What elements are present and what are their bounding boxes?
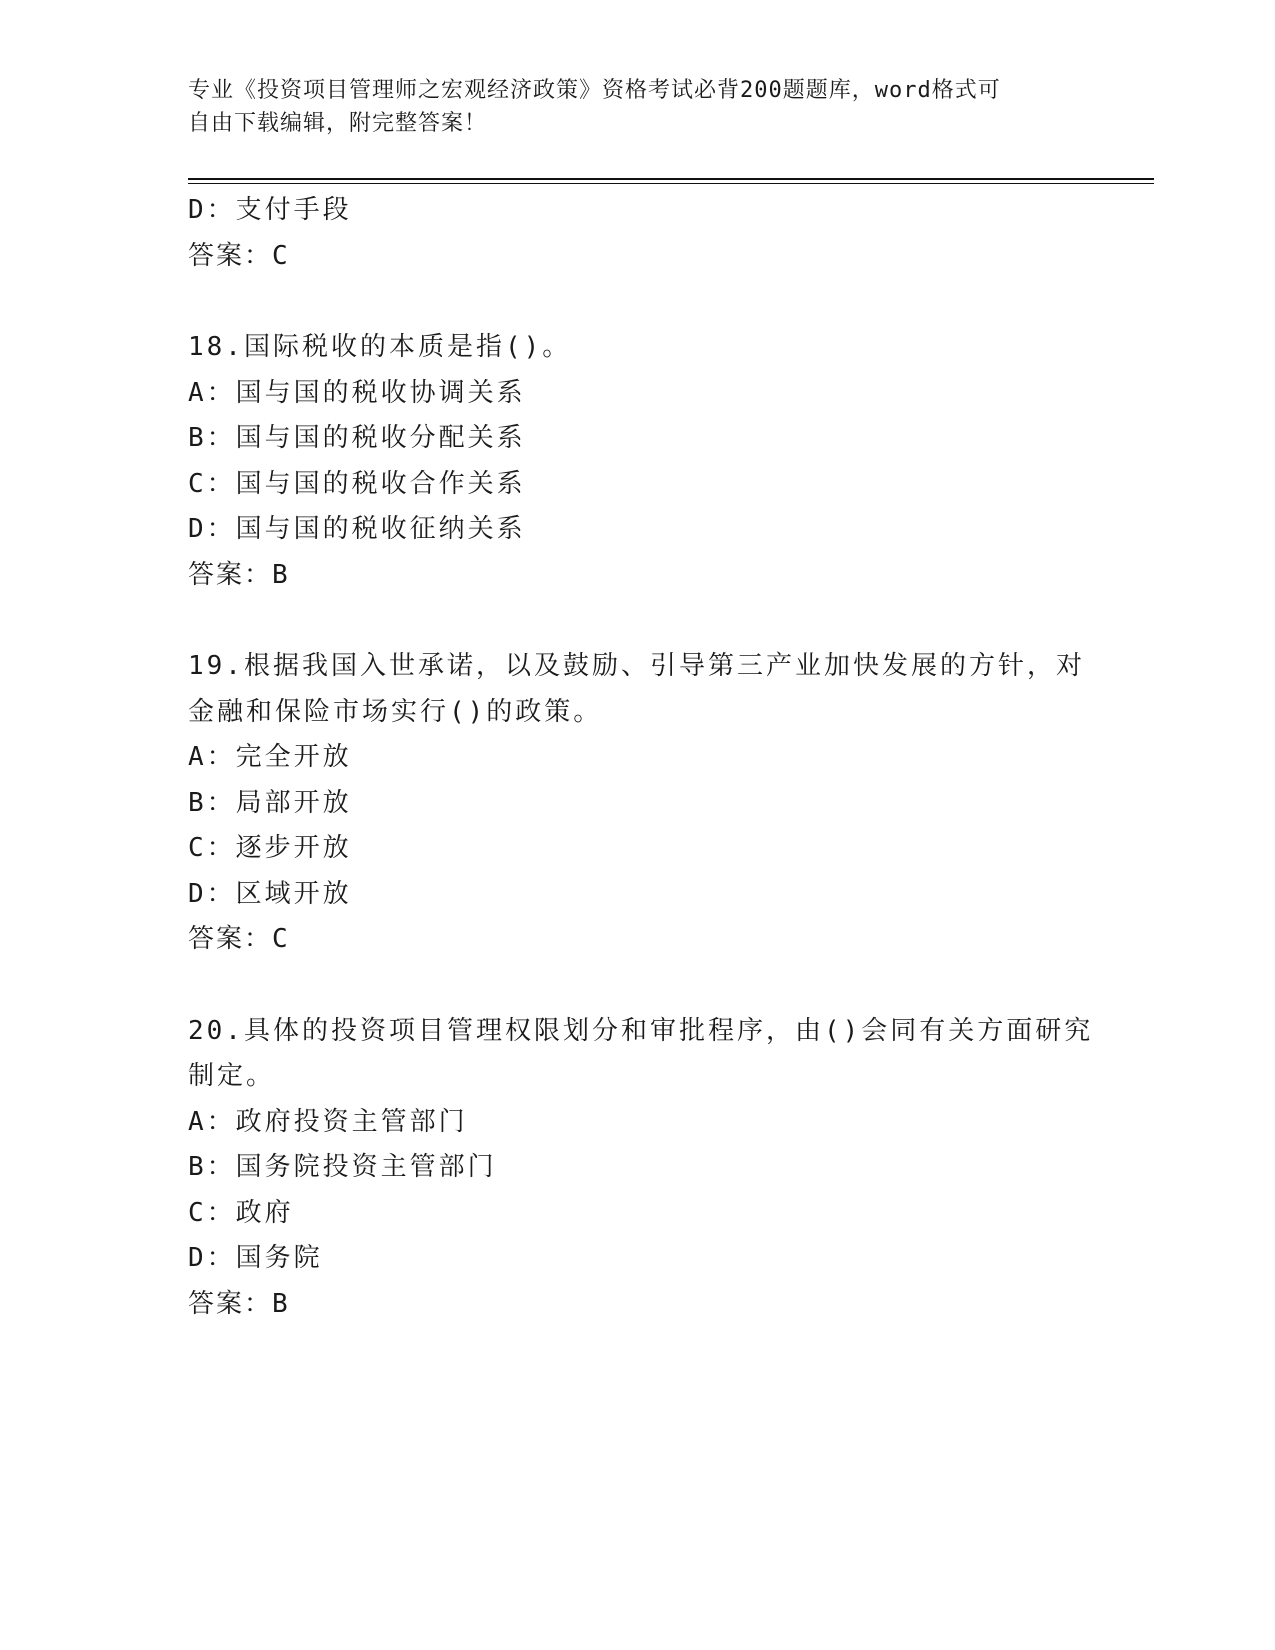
option-d: D：支付手段	[188, 195, 352, 225]
question-text-line-2: 制定。	[188, 1061, 276, 1091]
option-c: C：政府	[188, 1197, 294, 1228]
header-line-2: 自由下载编辑，附完整答案！	[188, 111, 488, 136]
option-d: D：区域开放	[188, 878, 352, 909]
option-b: B：局部开放	[188, 787, 352, 818]
option-c: C：国与国的税收合作关系	[188, 468, 526, 499]
question-18	[188, 325, 1088, 598]
question-text-line-2: 金融和保险市场实行()的政策。	[188, 696, 603, 727]
option-c: C：逐步开放	[188, 833, 352, 863]
option-a: A：政府投资主管部门	[188, 1106, 468, 1137]
page-header	[188, 74, 1088, 140]
question-text: 18.国际税收的本质是指()。	[188, 332, 572, 362]
option-d: D：国务院	[188, 1243, 323, 1273]
question-19	[188, 644, 1088, 963]
option-a: A：完全开放	[188, 742, 352, 772]
answer-line: 答案：C	[188, 924, 290, 954]
header-line-1: 专业《投资项目管理师之宏观经济政策》资格考试必背200题题库，word格式可	[188, 78, 1001, 103]
question-20	[188, 1009, 1094, 1328]
option-b: B：国与国的税收分配关系	[188, 423, 526, 453]
document-body	[188, 188, 1094, 1327]
option-b: B：国务院投资主管部门	[188, 1152, 497, 1182]
question-text-line-1: 19.根据我国入世承诺，以及鼓励、引导第三产业加快发展的方针，对	[188, 651, 1085, 681]
option-a: A：国与国的税收协调关系	[188, 377, 526, 408]
header-rule-thick	[188, 178, 1154, 180]
answer-line: 答案：B	[188, 1288, 290, 1319]
previous-question-fragment	[188, 188, 1088, 279]
question-text-line-1: 20.具体的投资项目管理权限划分和审批程序，由()会同有关方面研究	[188, 1015, 1094, 1046]
answer-line: 答案：B	[188, 559, 290, 590]
header-rule-thin	[188, 183, 1154, 184]
answer-line: 答案：C	[188, 240, 290, 271]
option-d: D：国与国的税收征纳关系	[188, 514, 526, 544]
